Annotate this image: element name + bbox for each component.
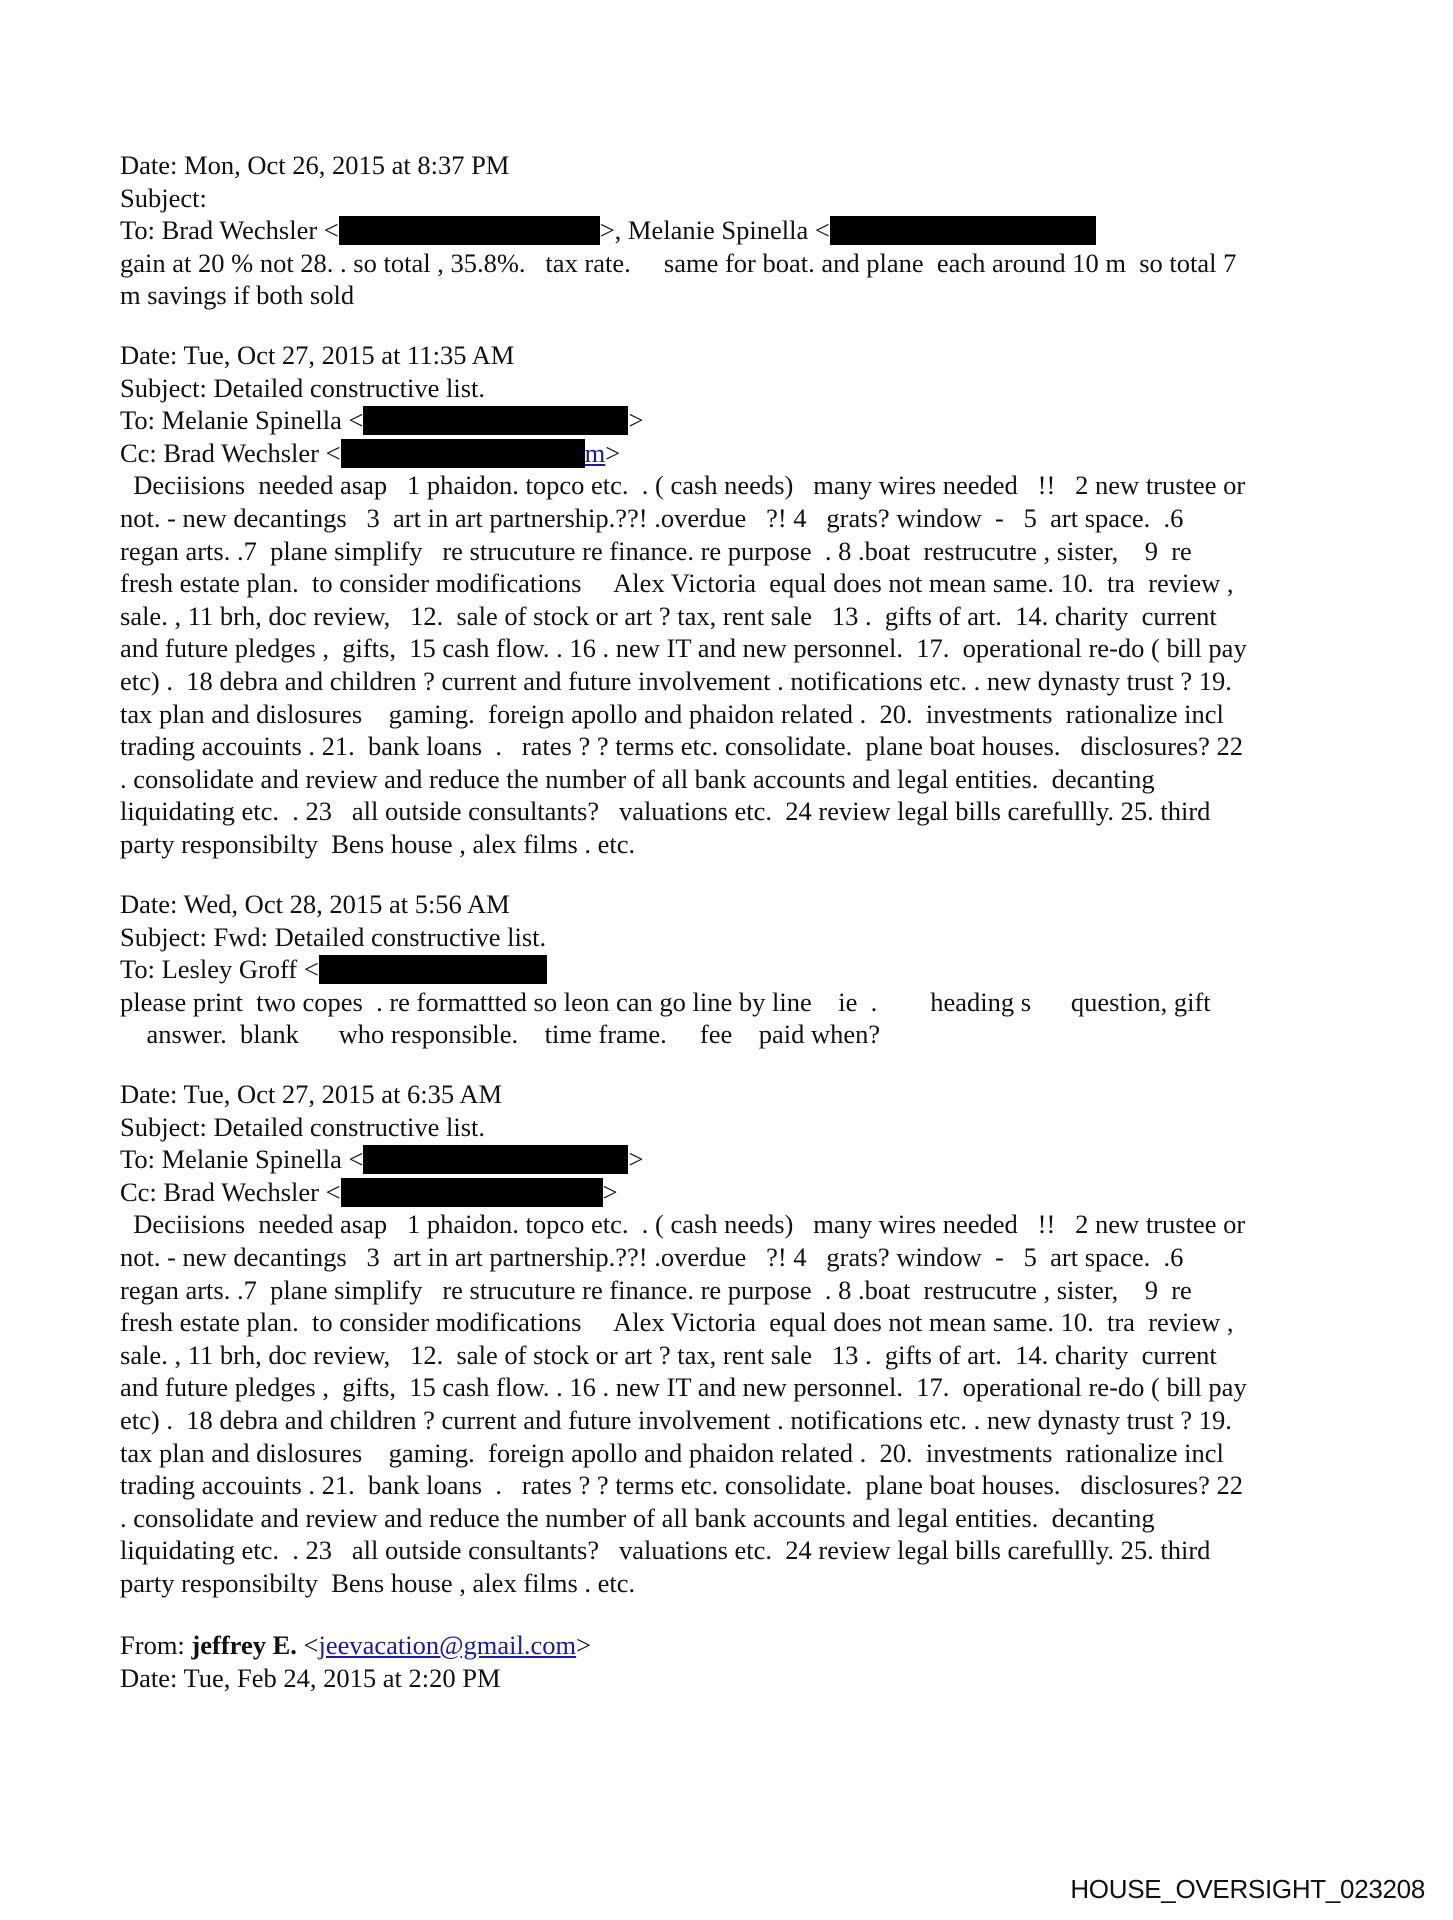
email-body-line (120, 1437, 1247, 1470)
email-body-line (120, 1018, 1211, 1051)
email-message (120, 1629, 591, 1694)
text-segment: please print two copes . re formattted so leon can go line by line ie . heading s question, gift (120, 986, 1211, 1017)
text-segment: party responsibilty Bens house , alex films . etc. (120, 828, 636, 859)
email-body-line (120, 1208, 1247, 1241)
text-segment: regan arts. .7 plane simplify re strucuture re finance. re purpose . 8 .boat restrucutre , sister, 9 re (120, 1274, 1192, 1305)
email-body-line (120, 828, 1247, 861)
text-segment: Subject: Detailed constructive list. (120, 372, 486, 403)
email-body-line (120, 795, 1247, 828)
email-link[interactable]: m (584, 437, 606, 468)
email-header-line (120, 1143, 1247, 1176)
email-header-line (120, 339, 1247, 372)
text-segment: and future pledges , gifts, 15 cash flow. . 16 . new IT and new personnel. 17. operational re-do ( bill pay (120, 633, 1247, 664)
email-header-line (120, 953, 1211, 986)
text-segment: trading accouints . 21. bank loans . rates ? ? terms etc. consolidate. plane boat houses. disclosures? 22 (120, 731, 1244, 762)
redaction-box (363, 1145, 628, 1174)
email-header-line (120, 1111, 1247, 1144)
text-segment: > (602, 1176, 618, 1207)
redaction-box (339, 216, 600, 245)
text-segment: trading accouints . 21. bank loans . rates ? ? terms etc. consolidate. plane boat houses. disclosures? 22 (120, 1470, 1244, 1501)
text-segment: Date: Wed, Oct 28, 2015 at 5:56 AM (120, 889, 510, 919)
text-segment: Date: Tue, Oct 27, 2015 at 6:35 AM (120, 1079, 503, 1109)
redaction-box (830, 216, 1096, 245)
text-segment: tax plan and dislosures gaming. foreign apollo and phaidon related . 20. investments rationalize incl (120, 698, 1224, 729)
redaction-box (341, 1178, 603, 1207)
sender-name: jeffrey E. (191, 1630, 297, 1660)
email-header-line (120, 1176, 1247, 1209)
email-body-line (120, 1306, 1247, 1339)
text-segment: answer. blank who responsible. time frame. fee paid when? (120, 1019, 881, 1050)
text-segment: > (628, 405, 644, 436)
text-segment: sale. , 11 brh, doc review, 12. sale of stock or art ? tax, rent sale 13 . gifts of art. 14. charity current (120, 600, 1217, 631)
text-segment: Date: Mon, Oct 26, 2015 at 8:37 PM (120, 150, 510, 180)
email-body-line (120, 567, 1247, 600)
text-segment: not. - new decantings 3 art in art partnership.??! .overdue ?! 4 grats? window - 5 art space. .6 (120, 1241, 1184, 1272)
email-header-line (120, 404, 1247, 437)
redaction-box (319, 955, 547, 984)
email-body-line (120, 698, 1247, 731)
text-segment: and future pledges , gifts, 15 cash flow. . 16 . new IT and new personnel. 17. operational re-do ( bill pay (120, 1372, 1247, 1403)
text-segment: To: Lesley Groff < (120, 954, 319, 985)
email-header-line (120, 1629, 591, 1662)
text-segment: party responsibilty Bens house , alex films . etc. (120, 1567, 636, 1598)
text-segment: Date: Tue, Feb 24, 2015 at 2:20 PM (120, 1662, 501, 1693)
email-body-line (120, 247, 1236, 280)
redaction-box (341, 439, 585, 468)
text-segment: fresh estate plan. to consider modifications Alex Victoria equal does not mean same. 10. tra review , (120, 568, 1234, 599)
email-body-line (120, 763, 1247, 796)
email-body-line (120, 1371, 1247, 1404)
email-body-line (120, 1567, 1247, 1600)
redaction-box (363, 406, 628, 435)
email-body-line (120, 632, 1247, 665)
text-segment: Cc: Brad Wechsler < (120, 1176, 341, 1207)
text-segment: etc) . 18 debra and children ? current and future involvement . notifications etc. . new dynasty trust ? 19. (120, 1404, 1232, 1435)
email-link[interactable]: jeevacation@gmail.com (318, 1630, 577, 1660)
bates-stamp: HOUSE_OVERSIGHT_023208 (1070, 1874, 1425, 1904)
email-header-line (120, 149, 1236, 182)
text-segment: not. - new decantings 3 art in art partnership.??! .overdue ?! 4 grats? window - 5 art space. .6 (120, 502, 1184, 533)
text-segment: Cc: Brad Wechsler < (120, 437, 341, 468)
email-body-line (120, 730, 1247, 763)
text-segment: Subject: Detailed constructive list. (120, 1111, 486, 1142)
email-body-line (120, 279, 1236, 312)
text-segment: To: Melanie Spinella < (120, 405, 364, 436)
text-segment: . consolidate and review and reduce the number of all bank accounts and legal entities. decanting (120, 1502, 1155, 1533)
email-body-line (120, 665, 1247, 698)
email-body-line (120, 1502, 1247, 1535)
text-segment: etc) . 18 debra and children ? current and future involvement . notifications etc. . new dynasty trust ? 19. (120, 665, 1232, 696)
email-header-line (120, 214, 1236, 247)
text-segment: Deciisions needed asap 1 phaidon. topco etc. . ( cash needs) many wires needed !! 2 new trustee or (120, 1209, 1246, 1240)
email-body-line (120, 1339, 1247, 1372)
text-segment: >, Melanie Spinella < (599, 215, 830, 246)
email-body-line (120, 502, 1247, 535)
email-body-line (120, 535, 1247, 568)
email-header-line (120, 921, 1211, 954)
email-body-line (120, 600, 1247, 633)
email-body-line (120, 1404, 1247, 1437)
text-segment: liquidating etc. . 23 all outside consultants? valuations etc. 24 review legal bills carefullly. 25. third (120, 1535, 1211, 1566)
email-header-line (120, 1078, 1247, 1111)
email-body-line (120, 1241, 1247, 1274)
text-segment: liquidating etc. . 23 all outside consultants? valuations etc. 24 review legal bills carefullly. 25. third (120, 796, 1211, 827)
email-body-line (120, 469, 1247, 502)
email-header-line (120, 182, 1236, 215)
text-segment: > (576, 1630, 592, 1660)
email-body-line (120, 1534, 1247, 1567)
text-segment: > (605, 437, 621, 468)
email-header-line (120, 1662, 591, 1695)
text-segment: m savings if both sold (120, 280, 355, 311)
text-segment: fresh estate plan. to consider modifications Alex Victoria equal does not mean same. 10. tra review , (120, 1307, 1234, 1338)
email-body-line (120, 1274, 1247, 1307)
text-segment: Subject: Fwd: Detailed constructive list. (120, 921, 547, 952)
text-segment: . consolidate and review and reduce the number of all bank accounts and legal entities. decanting (120, 763, 1155, 794)
email-message (120, 149, 1236, 312)
text-segment: sale. , 11 brh, doc review, 12. sale of stock or art ? tax, rent sale 13 . gifts of art. 14. charity current (120, 1339, 1217, 1370)
email-message (120, 1078, 1247, 1600)
text-segment: Subject: (120, 182, 207, 213)
text-segment: tax plan and dislosures gaming. foreign apollo and phaidon related . 20. investments rationalize incl (120, 1437, 1224, 1468)
text-segment: gain at 20 % not 28. . so total , 35.8%. tax rate. same for boat. and plane each around 10 m so total 7 (120, 247, 1237, 278)
email-message (120, 888, 1211, 1051)
email-header-line (120, 372, 1247, 405)
text-segment: regan arts. .7 plane simplify re strucuture re finance. re purpose . 8 .boat restrucutre , sister, 9 re (120, 535, 1192, 566)
text-segment: To: Brad Wechsler < (120, 215, 339, 246)
text-segment: From: (120, 1630, 192, 1660)
text-segment: < (296, 1630, 319, 1660)
text-segment: Date: Tue, Oct 27, 2015 at 11:35 AM (120, 340, 515, 370)
email-header-line (120, 437, 1247, 470)
email-message (120, 339, 1247, 861)
email-header-line (120, 888, 1211, 921)
text-segment: Deciisions needed asap 1 phaidon. topco etc. . ( cash needs) many wires needed !! 2 new trustee or (120, 470, 1246, 501)
email-body-line (120, 1469, 1247, 1502)
email-body-line (120, 986, 1211, 1019)
text-segment: > (628, 1144, 644, 1175)
text-segment: To: Melanie Spinella < (120, 1144, 364, 1175)
